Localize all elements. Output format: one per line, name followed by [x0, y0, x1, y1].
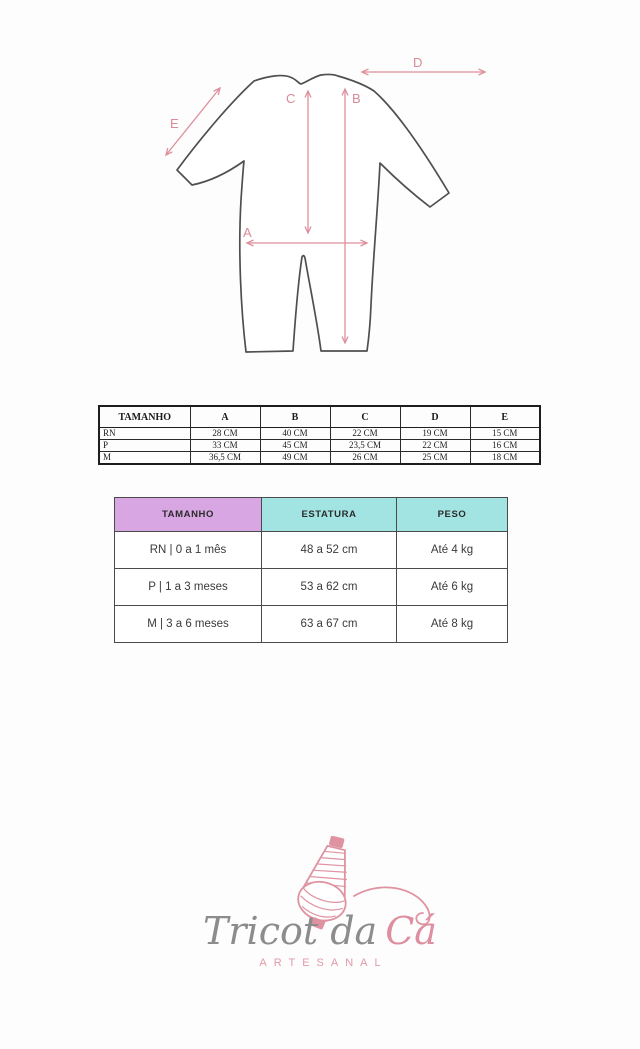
age-size-header-row: [115, 498, 508, 532]
measure-label-a: A: [243, 225, 252, 240]
brand-name-accent: Cá: [385, 909, 437, 953]
cell-value: 16 CM: [470, 440, 540, 452]
col-estatura: ESTATURA: [262, 498, 397, 532]
cell-value: 36,5 CM: [190, 452, 260, 465]
cell-value: 18 CM: [470, 452, 540, 465]
size-label: P: [99, 440, 190, 452]
measure-label-e: E: [170, 116, 179, 131]
col-b: B: [260, 406, 330, 428]
measurements-table: [98, 405, 541, 465]
weight-limit: Até 6 kg: [397, 569, 508, 606]
table-row-p: [115, 569, 508, 606]
cell-value: 28 CM: [190, 428, 260, 440]
table-row-p: [99, 440, 540, 452]
age-size-table: [114, 497, 508, 643]
height-range: 48 a 52 cm: [262, 532, 397, 569]
col-d: D: [400, 406, 470, 428]
measurements-header-row: [99, 406, 540, 428]
onesie-outline: [177, 74, 449, 352]
cell-value: 25 CM: [400, 452, 470, 465]
brand-tagline: ARTESANAL: [259, 957, 388, 969]
size-age: P | 1 a 3 meses: [115, 569, 262, 606]
height-range: 63 a 67 cm: [262, 606, 397, 643]
garment-measurement-diagram: [0, 0, 640, 395]
col-tamanho: TAMANHO: [99, 406, 190, 428]
measure-label-d: D: [413, 55, 423, 70]
brand-name: [0, 908, 640, 954]
size-age: RN | 0 a 1 mês: [115, 532, 262, 569]
table-row-rn: [115, 532, 508, 569]
cell-value: 22 CM: [400, 440, 470, 452]
measure-label-c: C: [286, 91, 296, 106]
height-range: 53 a 62 cm: [262, 569, 397, 606]
col-c: C: [330, 406, 400, 428]
cell-value: 15 CM: [470, 428, 540, 440]
size-age: M | 3 a 6 meses: [115, 606, 262, 643]
size-label: RN: [99, 428, 190, 440]
cell-value: 45 CM: [260, 440, 330, 452]
weight-limit: Até 4 kg: [397, 532, 508, 569]
cell-value: 26 CM: [330, 452, 400, 465]
cell-value: 49 CM: [260, 452, 330, 465]
col-e: E: [470, 406, 540, 428]
col-tamanho: TAMANHO: [115, 498, 262, 532]
cell-value: 19 CM: [400, 428, 470, 440]
table-row-rn: [99, 428, 540, 440]
col-a: A: [190, 406, 260, 428]
cell-value: 40 CM: [260, 428, 330, 440]
table-row-m: [115, 606, 508, 643]
weight-limit: Até 8 kg: [397, 606, 508, 643]
table-row-m: [99, 452, 540, 465]
cell-value: 23,5 CM: [330, 440, 400, 452]
measure-label-b: B: [352, 91, 361, 106]
col-peso: PESO: [397, 498, 508, 532]
brand-name-primary: Tricot da: [203, 909, 378, 953]
cell-value: 33 CM: [190, 440, 260, 452]
cell-value: 22 CM: [330, 428, 400, 440]
size-label: M: [99, 452, 190, 465]
